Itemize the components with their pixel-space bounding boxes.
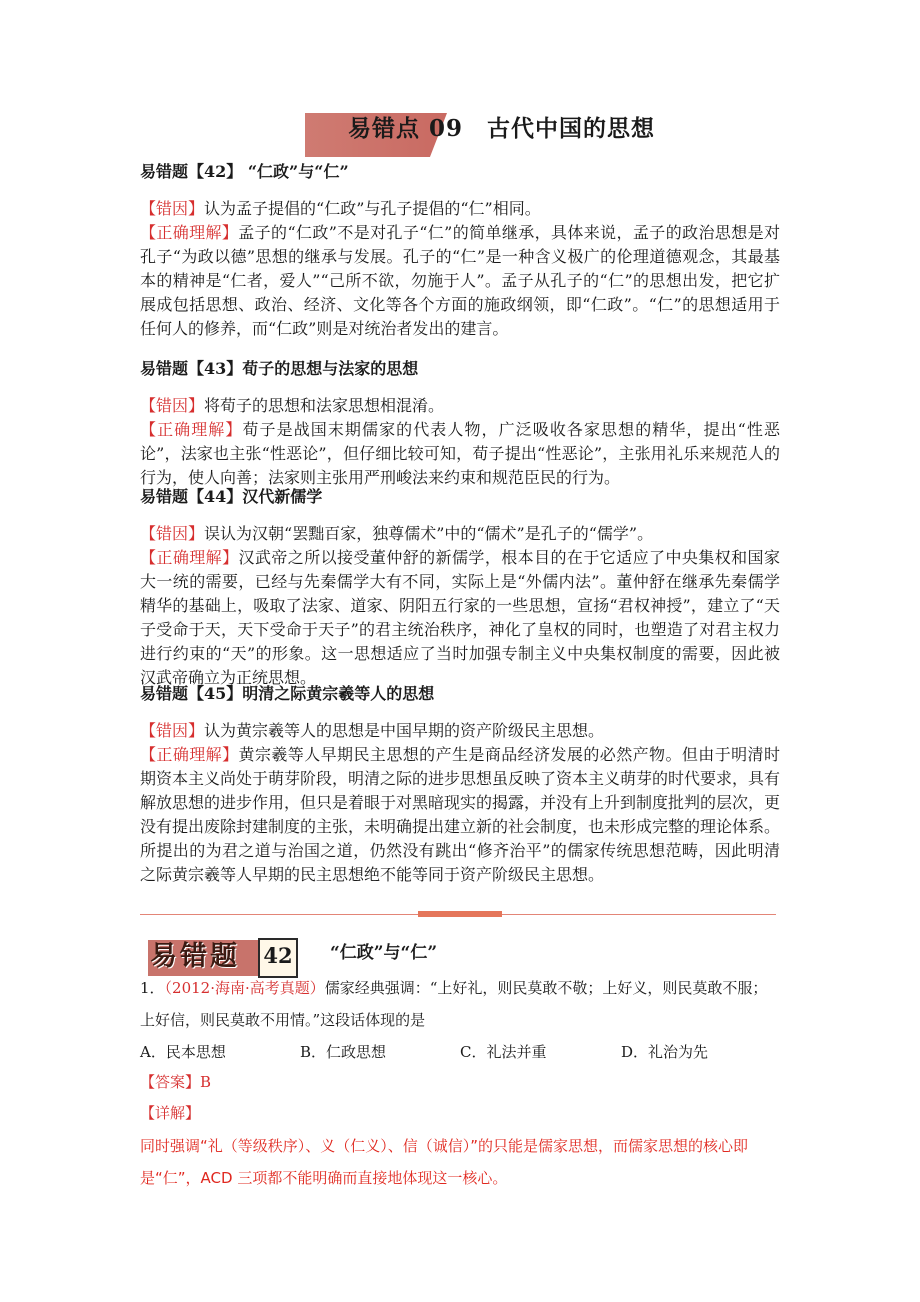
item-answer (140, 546, 780, 690)
item-cause (140, 197, 780, 221)
question-number-box: 42 (258, 938, 298, 978)
option-d: D．礼治为先 (621, 1043, 709, 1061)
item-cause (140, 719, 780, 743)
detail-label: 【详解】 (140, 1104, 201, 1122)
detail-text: 同时强调“礼（等级秩序）、义（仁义）、信（诚信）”的只能是儒家思想，而儒家思想的核心即是“仁”，ACD 三项都不能明确而直接地体现这一核心。 (140, 1137, 749, 1187)
answer-text: 汉武帝之所以接受董仲舒的新儒学，根本目的在于它适应了中央集权和国家大一统的需要，已经与先秦儒学大有不同，实际上是“外儒内法”。董仲舒在继承先秦儒学精华的基础上，吸取了法家、道家、阴阳五行家的一些思想，宣扬“君权神授”，建立了“天子受命于天，天下受命于天子”的君主统治秩序，神化了皇权的同时，也塑造了对君主权力进行约束的“天”的形象。这一思想适应了当时加强专制主义中央集权制度的需要，因此被汉武帝确立为正统思想。 (140, 548, 780, 687)
item-cause (140, 522, 780, 546)
answer-tag: 【正确理解】 (140, 745, 239, 764)
question-section-title: “仁政”与“仁” (330, 943, 438, 963)
answer-text: 荀子是战国末期儒家的代表人物，广泛吸收各家思想的精华，提出“性恶论”，法家也主张“性恶论”，但仔细比较可知，荀子提出“性恶论”，主张用礼乐来规范人的行为，使人向善；法家则主张用严刑峻法来约束和规范臣民的行为。 (140, 420, 780, 487)
cause-tag: 【错因】 (140, 721, 205, 740)
cause-text: 认为孟子提倡的“仁政”与孔子提倡的“仁”相同。 (204, 199, 541, 218)
item-answer (140, 418, 780, 490)
answer-label: 【答案】B (140, 1073, 212, 1091)
question-source: （2012·海南·高考真题） (164, 979, 325, 997)
item-45 (140, 682, 780, 887)
item-44 (140, 485, 780, 690)
option-b: B．仁政思想 (300, 1043, 387, 1061)
answer-tag: 【正确理解】 (140, 223, 239, 242)
item-42 (140, 160, 780, 341)
item-heading: 易错题【43】荀子的思想与法家的思想 (140, 359, 419, 378)
answer-text: 孟子的“仁政”不是对孔子“仁”的简单继承，具体来说，孟子的政治思想是对孔子“为政以德”思想的继承与发展。孔子的“仁”是一种含义极广的伦理道德观念，其最基本的精神是“仁者，爱人”“己所不欲，勿施于人”。孟子从孔子的“仁”的思想出发，把它扩展成包括思想、政治、经济、文化等各个方面的施政纲领，即“仁政”。“仁”的思想适用于任何人的修养，而“仁政”则是对统治者发出的建言。 (140, 223, 780, 338)
answer-tag: 【正确理解】 (140, 420, 243, 439)
item-43 (140, 357, 780, 490)
option-c: C．礼法并重 (460, 1043, 547, 1061)
item-heading: 易错题【42】 “仁政”与“仁” (140, 162, 349, 181)
question-text: 儒家经典强调：“上好礼，则民莫敢不敬；上好义，则民莫敢不服；上好信，则民莫敢不用情。”这段话体现的是 (140, 979, 768, 1029)
divider-accent (418, 911, 502, 917)
title-part2: 古代中国的思想 (487, 115, 656, 142)
answer-tag: 【正确理解】 (140, 548, 239, 567)
question-stem (140, 972, 780, 1036)
question-options (140, 1038, 780, 1066)
cause-text: 认为黄宗羲等人的思想是中国早期的资产阶级民主思想。 (204, 721, 605, 740)
question-banner-label: 易错题 (150, 941, 240, 972)
page-title (348, 113, 655, 145)
item-cause (140, 394, 780, 418)
cause-text: 误认为汉朝“罢黜百家，独尊儒术”中的“儒术”是孔子的“儒学”。 (204, 524, 654, 543)
item-heading: 易错题【45】明清之际黄宗羲等人的思想 (140, 684, 435, 703)
cause-tag: 【错因】 (140, 396, 205, 415)
item-answer (140, 221, 780, 341)
option-a: A．民本思想 (140, 1043, 226, 1061)
cause-tag: 【错因】 (140, 199, 205, 218)
item-answer (140, 743, 780, 887)
cause-tag: 【错因】 (140, 524, 205, 543)
item-heading: 易错题【44】汉代新儒学 (140, 487, 323, 506)
title-part1: 易错点 09 (348, 115, 464, 142)
cause-text: 将荀子的思想和法家思想相混淆。 (204, 396, 445, 415)
answer-text: 黄宗羲等人早期民主思想的产生是商品经济发展的必然产物。但由于明清时期资本主义尚处于萌芽阶段，明清之际的进步思想虽反映了资本主义萌芽的时代要求，具有解放思想的进步作用，但只是着眼于对黑暗现实的揭露，并没有上升到制度批判的层次，更没有提出废除封建制度的主张，未明确提出建立新的社会制度，也未形成完整的理论体系。所提出的为君之道与治国之道，仍然没有跳出“修齐治平”的儒家传统思想范畴，因此明清之际黄宗羲等人早期的民主思想绝不能等同于资产阶级民主思想。 (140, 745, 781, 884)
question-number: 1． (140, 979, 165, 997)
